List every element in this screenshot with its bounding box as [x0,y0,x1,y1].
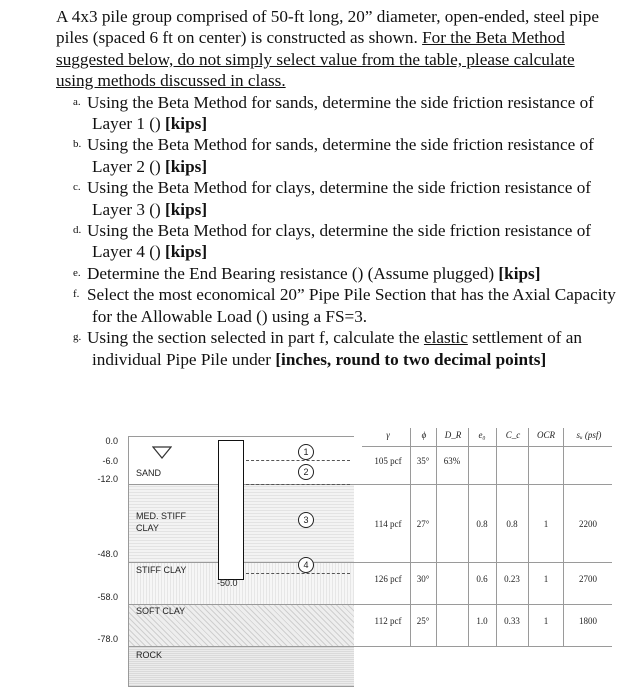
soil-label-clay: CLAY [136,523,159,533]
table-header-line [362,446,612,447]
part-units: [inches, round to two decimal points] [275,349,547,369]
boundary-line [128,562,612,563]
sand-friction-angle: 35° [416,456,430,466]
sand-relative-density: 63% [443,456,461,466]
part-units: [kips] [165,199,208,219]
ground-surface-line [128,436,354,437]
depth-label: -78.0 [97,634,118,644]
question-part-f [56,284,616,327]
part-mark: g. [73,331,82,344]
med-clay-unit-weight: 114 pcf [374,519,402,529]
part-units: [kips] [165,156,208,176]
layer-number-1: 1 [298,444,314,460]
question-part-d [56,220,616,263]
med-clay-friction-angle: 27° [416,519,430,529]
soft-clay-unit-weight: 112 pcf [374,616,402,626]
part-text: Using the section selected in part f, calculate the [87,328,424,348]
soft-clay-compression-index: 0.33 [504,616,520,626]
header-compression-index: C_c [505,430,521,440]
part-text: Determine the End Bearing resistance () (Assume plugged) [87,263,499,283]
header-unit-weight: γ [386,430,390,440]
soil-label-rock: ROCK [136,650,163,660]
intro-text: A 4x3 pile group comprised of 50-ft long, 20” diameter, open-ended, steel pipe piles (spaced 6 ft on center) is constructed as shown. [56,7,599,48]
depth-label: -6.0 [102,456,118,466]
part-mark: e. [73,266,81,279]
table-column-line [410,428,411,646]
soft-clay-ocr: 1 [543,616,549,626]
depth-label: -12.0 [97,474,118,484]
part-text: Using the Beta Method for sands, determine the side friction resistance of Layer 2 () [87,135,594,176]
boundary-line [128,686,354,687]
stiff-clay-friction-angle: 30° [416,574,430,584]
soil-label-soft-clay: SOFT CLAY [136,606,186,616]
problem-statement [56,6,616,370]
soft-clay-friction-angle: 25° [416,616,430,626]
part-text-continued: settlement of an individual Pipe Pile under [92,328,582,369]
part-units: [kips] [165,242,208,262]
pile [218,440,244,580]
pile-tip-elevation: -50.0 [217,578,238,588]
part-units: [kips] [498,263,541,283]
part-mark: c. [73,181,81,194]
question-part-e [56,263,616,284]
table-column-line [496,428,497,646]
soil-label-sand: SAND [136,468,162,478]
table-column-line [563,428,564,646]
boundary-line [128,646,612,647]
boundary-line [128,484,612,485]
intro-underlined-instruction: For the Beta Method suggested below, do not simply select value from the table, please calculate using methods discussed in class. [56,28,575,91]
part-text: Using the Beta Method for clays, determine the side friction resistance of Layer 3 () [87,178,592,219]
question-parts [56,92,616,370]
header-void-ratio: e₀ [478,430,486,440]
depth-label: -48.0 [97,549,118,559]
med-clay-undrained-strength: 2200 [579,519,597,529]
problem-intro [56,6,616,92]
soil-profile-figure [0,418,628,700]
part-mark: b. [73,138,82,151]
water-table-icon [152,446,172,460]
table-column-line [436,428,437,646]
stiff-clay-compression-index: 0.23 [504,574,520,584]
soil-label-med-stiff: MED. STIFF [136,511,186,521]
stiff-clay-unit-weight: 126 pcf [374,574,402,584]
depth-label: 0.0 [105,436,118,446]
med-clay-ocr: 1 [543,519,549,529]
part-mark: f. [73,288,80,301]
header-relative-density: D_R [444,430,462,440]
part-mark: a. [73,95,81,108]
soil-label-stiff-clay: STIFF CLAY [136,565,187,575]
part-text: Select the most economical 20” Pipe Pile Section that has the Axial Capacity for the Allowable Load () using a FS=3. [87,285,616,326]
stiff-clay-void-ratio: 0.6 [476,574,488,584]
soft-clay-undrained-strength: 1800 [579,616,597,626]
header-ocr: OCR [537,430,555,440]
stiff-clay-undrained-strength: 2700 [579,574,597,584]
header-friction-angle: ϕ [421,430,427,440]
depth-label: -58.0 [97,592,118,602]
table-column-line [528,428,529,646]
sand-unit-weight: 105 pcf [374,456,402,466]
part-mark: d. [73,224,82,237]
layer-divider-dashed [246,573,350,574]
question-part-b [56,134,616,177]
boundary-line [128,604,612,605]
header-undrained-strength: sᵤ (psf) [576,430,602,440]
layer-number-2: 2 [298,464,314,480]
layer-number-4: 4 [298,557,314,573]
part-underlined-word: elastic [423,328,468,348]
question-part-a [56,92,616,135]
med-clay-void-ratio: 0.8 [476,519,488,529]
layer-number-3: 3 [298,512,314,528]
layer-divider-dashed [246,460,350,461]
profile-edge [128,436,129,686]
question-part-g [56,327,616,370]
table-column-line [468,428,469,646]
soft-clay-void-ratio: 1.0 [476,616,488,626]
stiff-clay-ocr: 1 [543,574,549,584]
layer-divider-dashed [246,484,350,485]
med-clay-compression-index: 0.8 [506,519,518,529]
part-units: [kips] [165,114,208,134]
part-text: Using the Beta Method for sands, determine the side friction resistance of Layer 1 () [87,92,594,134]
part-text: Using the Beta Method for clays, determine the side friction resistance of Layer 4 () [87,221,592,262]
question-part-c [56,177,616,220]
